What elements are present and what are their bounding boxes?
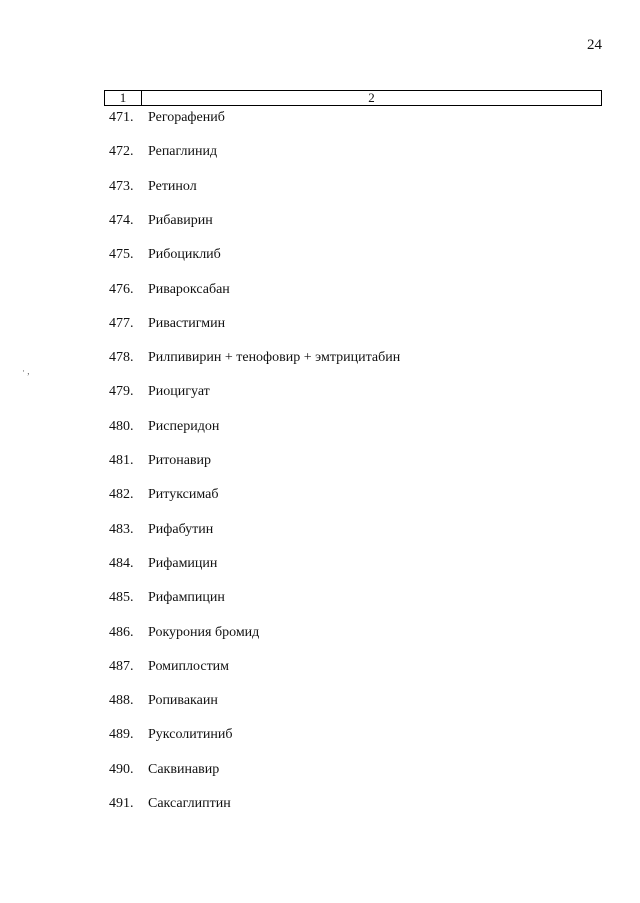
- item-number: 486.: [109, 624, 134, 640]
- item-name: Ретинол: [148, 178, 197, 194]
- item-name: Ромиплостим: [148, 658, 230, 674]
- list-item: [0, 554, 640, 574]
- list-item: [0, 177, 640, 197]
- item-name: Саквинавир: [148, 761, 220, 777]
- list-item: [0, 211, 640, 231]
- list-item: [0, 691, 640, 711]
- list-item: [0, 451, 640, 471]
- item-name: Рифампицин: [148, 590, 225, 606]
- list-item: [0, 245, 640, 265]
- list-item: [0, 417, 640, 437]
- item-name: Репаглинид: [148, 144, 218, 160]
- item-number: 480.: [109, 418, 134, 434]
- list-item: [0, 623, 640, 643]
- item-name: Ропивакаин: [148, 693, 218, 709]
- item-number: 475.: [109, 247, 134, 263]
- item-number: 484.: [109, 555, 134, 571]
- list-item: [0, 485, 640, 505]
- item-name: Рибавирин: [148, 212, 213, 228]
- item-name: Рилпивирин + тенофовир + эмтрицитабин: [148, 350, 401, 366]
- list-item: [0, 520, 640, 540]
- item-number: 471.: [109, 110, 134, 125]
- item-number: 491.: [109, 796, 134, 811]
- list-item: [0, 657, 640, 677]
- item-number: 477.: [109, 315, 134, 331]
- item-name: Регорафениб: [148, 110, 225, 125]
- item-name: Руксолитиниб: [148, 727, 233, 743]
- item-number: 479.: [109, 384, 134, 400]
- item-number: 478.: [109, 350, 134, 366]
- item-name: Рисперидон: [148, 418, 220, 434]
- item-number: 487.: [109, 658, 134, 674]
- item-number: 474.: [109, 212, 134, 228]
- list-item: [0, 108, 640, 128]
- list-item: [0, 725, 640, 745]
- item-name: Ритуксимаб: [148, 487, 219, 503]
- item-name: Ривастигмин: [148, 315, 226, 331]
- item-number: 472.: [109, 144, 134, 160]
- header-col-1: 1: [105, 91, 142, 105]
- item-name: Саксаглиптин: [148, 796, 231, 811]
- margin-mark: · ,: [22, 366, 30, 376]
- list-item: [0, 280, 640, 300]
- item-name: Ривароксабан: [148, 281, 230, 297]
- list-item: [0, 142, 640, 162]
- list-item: [0, 588, 640, 608]
- item-number: 488.: [109, 693, 134, 709]
- item-number: 473.: [109, 178, 134, 194]
- list-item: [0, 794, 640, 814]
- item-number: 483.: [109, 521, 134, 537]
- item-number: 476.: [109, 281, 134, 297]
- item-number: 485.: [109, 590, 134, 606]
- item-name: Рифамицин: [148, 555, 218, 571]
- item-number: 482.: [109, 487, 134, 503]
- item-name: Ритонавир: [148, 453, 212, 468]
- item-name: Рибоциклиб: [148, 247, 221, 263]
- list-item: [0, 382, 640, 402]
- item-number: 481.: [109, 453, 134, 468]
- header-col-2: 2: [368, 90, 375, 105]
- item-number: 489.: [109, 727, 134, 743]
- list-item: [0, 760, 640, 780]
- list-item: [0, 348, 640, 368]
- item-number: 490.: [109, 761, 134, 777]
- item-name: Рокурония бромид: [148, 624, 260, 640]
- page-number: 24: [587, 37, 602, 53]
- table-header: [104, 90, 602, 106]
- item-name: Рифабутин: [148, 521, 214, 537]
- item-name: Риоцигуат: [148, 384, 210, 400]
- list-item: [0, 314, 640, 334]
